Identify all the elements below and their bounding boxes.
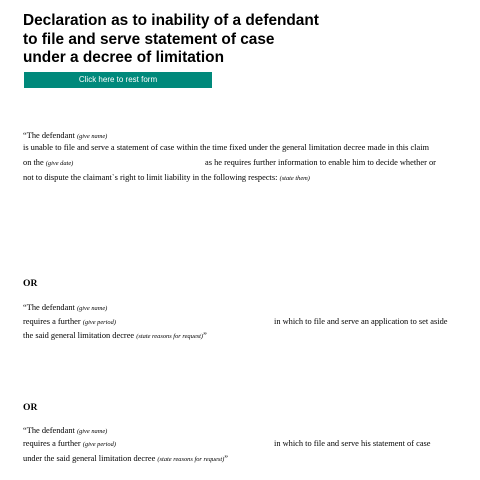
s3-requires-text: requires a further	[23, 439, 81, 448]
reset-form-button[interactable]: Click here to rest form	[24, 72, 212, 88]
s1-line-1	[23, 130, 107, 142]
s2-reasons-textarea[interactable]	[23, 344, 460, 394]
s3-period-hint: (give period)	[82, 441, 116, 448]
s3-closing-quote: ”	[224, 454, 228, 463]
s2-name-hint: (give name)	[76, 305, 108, 312]
s2-line-3-text: the said general limitation decree	[23, 331, 135, 340]
s2-line-1	[23, 302, 107, 314]
s3-line-3-text: under the said general limitation decree	[23, 454, 156, 463]
s3-line-1	[23, 425, 107, 437]
s1-line-3-start	[23, 157, 73, 169]
s1-opening-text: “The defendant	[23, 131, 75, 140]
s3-period-input[interactable]	[135, 438, 270, 449]
s1-defendant-name-input[interactable]	[125, 130, 460, 141]
s3-defendant-name-input[interactable]	[125, 425, 460, 436]
form-title-line-2: to file and serve statement of case	[23, 30, 275, 48]
s2-period-input[interactable]	[135, 316, 270, 327]
or-separator-1: OR	[23, 278, 38, 289]
s2-closing-quote: ”	[203, 331, 207, 340]
s3-name-hint: (give name)	[76, 428, 108, 435]
s2-reasons-hint: (state reasons for request)	[136, 333, 204, 340]
or-separator-2: OR	[23, 402, 38, 413]
s2-defendant-name-input[interactable]	[125, 302, 460, 313]
s2-requires-text: requires a further	[23, 317, 81, 326]
s1-state-hint: (state them)	[279, 175, 310, 182]
form-title-line-3: under a decree of limitation	[23, 49, 224, 66]
s2-period-hint: (give period)	[82, 319, 116, 326]
form-title	[23, 12, 463, 68]
s1-date-input[interactable]	[82, 157, 200, 168]
s1-name-hint: (give name)	[76, 133, 108, 140]
s3-reasons-textarea[interactable]	[23, 466, 460, 478]
s3-after-period-text: in which to file and serve his statement of case	[274, 439, 431, 448]
s3-opening-text: “The defendant	[23, 426, 75, 435]
s1-line-2: is unable to file and serve a statement of case within the time fixed under the general limitation decree made in this claim	[23, 143, 430, 152]
s3-line-3	[23, 453, 228, 465]
s1-line-4	[23, 172, 310, 184]
s2-line-3	[23, 330, 207, 342]
s1-line-4-text: not to dispute the claimant`s right to limit liability in the following respects:	[23, 173, 278, 182]
s3-line-2-start	[23, 438, 116, 450]
s1-on-the-text: on the	[23, 158, 44, 167]
s1-respects-textarea[interactable]	[23, 186, 460, 266]
s2-opening-text: “The defendant	[23, 303, 75, 312]
s1-after-date-text: as he requires further information to enable him to decide whether or	[205, 158, 436, 167]
s2-after-period-text: in which to file and serve an application to set aside	[274, 317, 448, 326]
s3-reasons-hint: (state reasons for request)	[157, 456, 225, 463]
s2-line-2-start	[23, 316, 116, 328]
form-title-line-1: Declaration as to inability of a defendant	[23, 12, 319, 29]
s1-date-hint: (give date)	[45, 160, 74, 167]
